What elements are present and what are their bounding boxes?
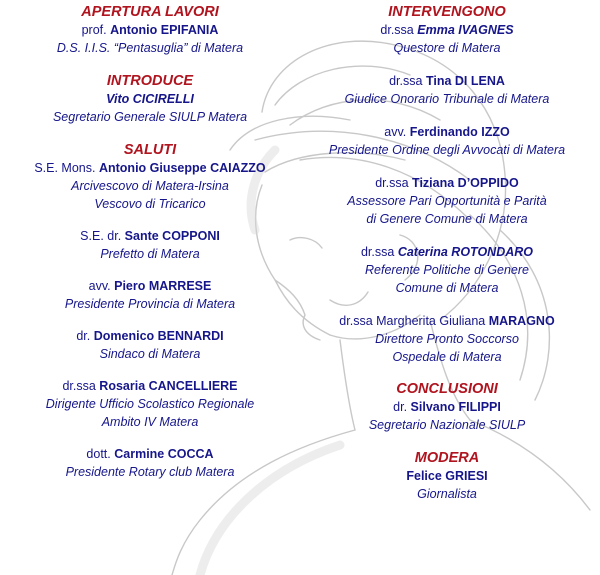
- speaker-title: dr.ssa: [360, 245, 395, 259]
- saluti-speaker: [0, 227, 300, 263]
- speaker-role: Segretario Generale SIULP Matera: [52, 110, 248, 124]
- speaker-name: Caterina ROTONDARO: [397, 245, 534, 259]
- speaker-title: dr.ssa: [389, 74, 423, 88]
- speaker-name: Antonio EPIFANIA: [110, 23, 219, 37]
- saluti-heading: SALUTI: [123, 142, 177, 158]
- speaker-title: dott.: [86, 447, 111, 461]
- speaker-role: Sindaco di Matera: [99, 347, 201, 361]
- speaker-title: dr.: [393, 400, 408, 414]
- speaker-title: dr.ssa: [339, 314, 373, 328]
- speaker-title: avv.: [384, 125, 407, 139]
- speaker-name: Ferdinando IZZO: [409, 125, 510, 139]
- speaker-name: Tiziana D’OPPIDO: [412, 176, 519, 190]
- speaker-role: Segretario Nazionale SIULP: [368, 418, 526, 432]
- speaker-surname: MARAGNO: [488, 314, 555, 328]
- speaker-name: Sante COPPONI: [124, 229, 220, 243]
- conclusioni-speaker: [292, 398, 600, 434]
- introduce-heading: INTRODUCE: [106, 73, 194, 89]
- saluti-speaker: [0, 377, 300, 431]
- speaker-title: S.E. dr.: [80, 229, 122, 243]
- speaker-name: Domenico BENNARDI: [93, 329, 224, 343]
- intervengono-speaker: [292, 174, 600, 228]
- speaker-name: Vito CICIRELLI: [106, 92, 194, 106]
- speaker-title: dr.ssa: [380, 23, 414, 37]
- speaker-role: Referente Politiche di Genere: [365, 263, 529, 277]
- speaker-name: Emma IVAGNES: [417, 23, 514, 37]
- intervengono-heading: INTERVENGONO: [388, 4, 506, 20]
- speaker-name: Rosaria CANCELLIERE: [99, 379, 238, 393]
- speaker-role: Assessore Pari Opportunità e Parità: [347, 194, 547, 208]
- apertura-heading: APERTURA LAVORI: [81, 4, 219, 20]
- intervengono-speaker: [292, 72, 600, 108]
- speaker-role: Vescovo di Tricarico: [94, 197, 206, 211]
- speaker-name: Margherita Giuliana: [376, 314, 486, 328]
- speaker-title: S.E. Mons.: [34, 161, 96, 175]
- speaker-role: Giudice Onorario Tribunale di Matera: [344, 92, 550, 106]
- speaker-role: D.S. I.I.S. “Pentasuglia” di Matera: [56, 41, 244, 55]
- speaker-name: Piero MARRESE: [114, 279, 212, 293]
- speaker-role: Questore di Matera: [393, 41, 501, 55]
- speaker-name: Tina DI LENA: [425, 74, 505, 88]
- conclusioni-heading: CONCLUSIONI: [396, 381, 498, 397]
- intervengono-speaker: [292, 312, 600, 366]
- saluti-speaker: [0, 277, 300, 313]
- speaker-name: Carmine COCCA: [114, 447, 214, 461]
- speaker-name: Felice GRIESI: [406, 469, 488, 483]
- speaker-role: Presidente Rotary club Matera: [65, 465, 235, 479]
- speaker-title: dr.ssa: [62, 379, 96, 393]
- speaker-title: dr.: [76, 329, 91, 343]
- saluti-speaker: [0, 159, 300, 213]
- intervengono-speaker: [292, 21, 600, 57]
- modera-speaker: [292, 467, 600, 503]
- speaker-title: avv.: [88, 279, 111, 293]
- speaker-role: Dirigente Ufficio Scolastico Regionale: [45, 397, 255, 411]
- speaker-role: Ambito IV Matera: [101, 415, 199, 429]
- speaker-role: Prefetto di Matera: [100, 247, 200, 261]
- speaker-role: di Genere Comune di Matera: [366, 212, 528, 226]
- speaker-role: Giornalista: [417, 487, 477, 501]
- speaker-role: Arcivescovo di Matera-Irsina: [71, 179, 229, 193]
- right-column: [292, 3, 600, 503]
- speaker-title: dr.ssa: [375, 176, 409, 190]
- speaker-title: prof.: [81, 23, 107, 37]
- speaker-role: Ospedale di Matera: [392, 350, 502, 364]
- saluti-speaker: [0, 327, 300, 363]
- speaker-role: Direttore Pronto Soccorso: [375, 332, 519, 346]
- speaker-name: Silvano FILIPPI: [410, 400, 501, 414]
- intervengono-speaker: [292, 123, 600, 159]
- modera-heading: MODERA: [414, 450, 480, 466]
- speaker-role: Presidente Provincia di Matera: [64, 297, 236, 311]
- speaker-name: Antonio Giuseppe CAIAZZO: [98, 161, 266, 175]
- speaker-role: Comune di Matera: [395, 281, 499, 295]
- introduce-speaker: [0, 90, 300, 126]
- left-column: [0, 3, 300, 481]
- apertura-speaker: [0, 21, 300, 57]
- intervengono-speaker: [292, 243, 600, 297]
- saluti-speaker: [0, 445, 300, 481]
- speaker-role: Presidente Ordine degli Avvocati di Matera: [328, 143, 566, 157]
